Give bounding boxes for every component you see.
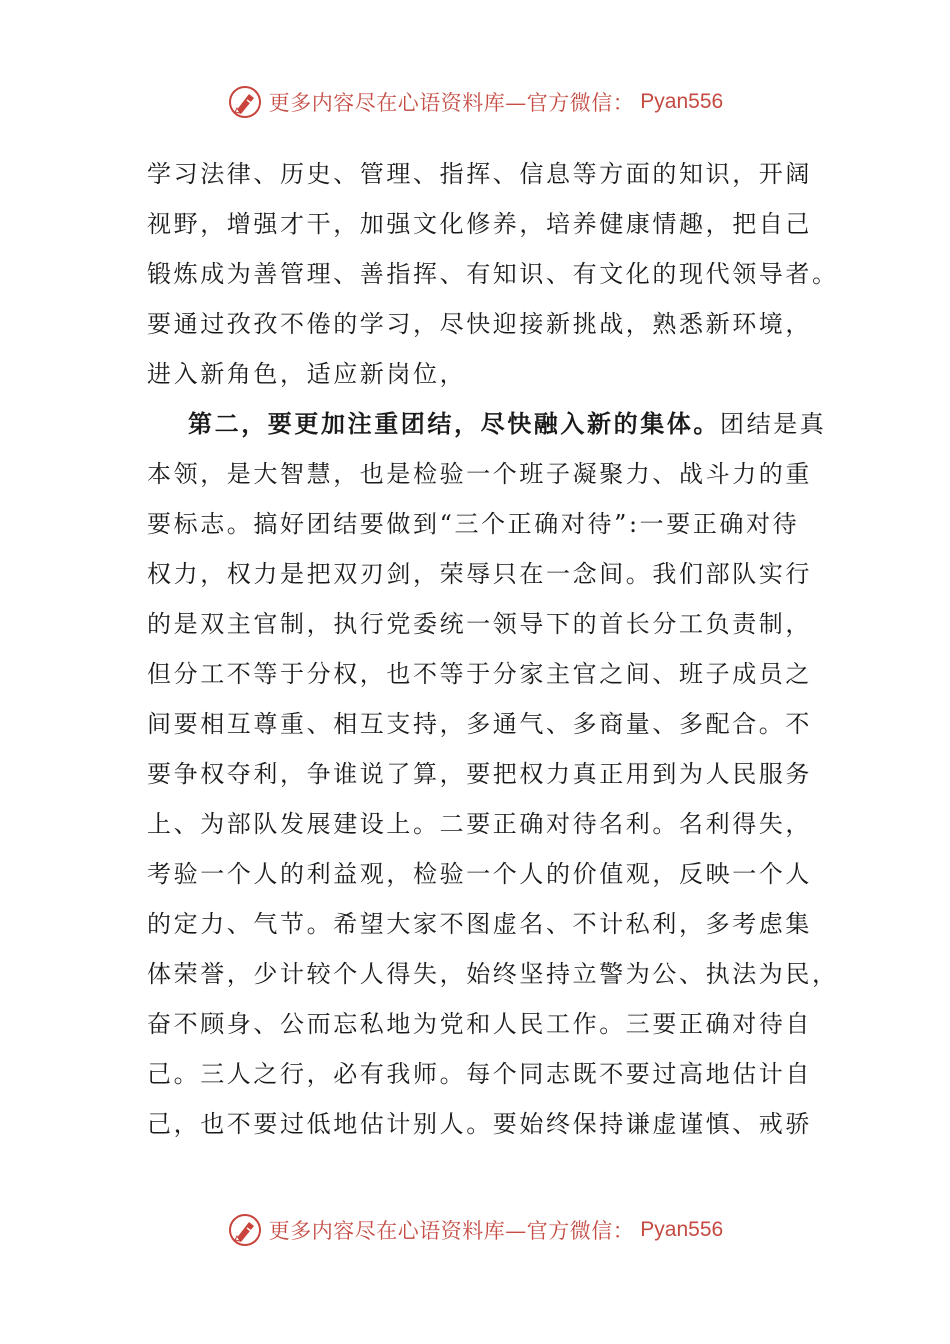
- footer-wechat-id: Pyan556: [640, 1218, 724, 1241]
- pen-nib-logo-icon: [227, 1212, 263, 1248]
- text-line: 己，也不要过低地估计别人。要始终保持谦虚谨慎、戒骄: [147, 1110, 812, 1138]
- text-line: 要标志。搞好团结要做到“三个正确对待”:一要正确对待: [147, 510, 800, 538]
- text-line: 要通过孜孜不倦的学习，尽快迎接新挑战，熟悉新环境，: [147, 310, 812, 338]
- text-line: 本领，是大智慧，也是检验一个班子凝聚力、战斗力的重: [147, 460, 812, 488]
- paragraph-2-first-line-rest: 团结是真: [720, 410, 827, 438]
- text-line: 视野，增强才干，加强文化修养，培养健康情趣，把自己: [147, 210, 812, 238]
- text-line: 但分工不等于分权，也不等于分家主官之间、班子成员之: [147, 660, 812, 688]
- text-line: 己。三人之行，必有我师。每个同志既不要过高地估计自: [147, 1060, 812, 1088]
- text-line: 间要相互尊重、相互支持，多通气、多商量、多配合。不: [147, 710, 812, 738]
- text-line: 考验一个人的利益观，检验一个人的价值观，反映一个人: [147, 860, 812, 888]
- header-wechat-id: Pyan556: [640, 90, 724, 113]
- paragraph-2-heading: 第二，要更加注重团结，尽快融入新的集体。: [188, 409, 720, 438]
- text-line: 要争权夺利，争谁说了算，要把权力真正用到为人民服务: [147, 760, 812, 788]
- footer-banner-text: 更多内容尽在心语资料库—官方微信：: [268, 1219, 635, 1243]
- text-line: 权力，权力是把双刃剑，荣辱只在一念间。我们部队实行: [147, 560, 812, 588]
- text-line: 进入新角色，适应新岗位，: [147, 360, 467, 388]
- text-line: 体荣誉，少计较个人得失，始终坚持立警为公、执法为民，: [147, 960, 839, 988]
- document-body: [147, 149, 839, 1149]
- pen-nib-logo-icon: [227, 84, 263, 120]
- text-line: 的是双主官制，执行党委统一领导下的首长分工负责制，: [147, 610, 812, 638]
- footer-banner: [0, 1208, 950, 1252]
- header-banner-text: 更多内容尽在心语资料库—官方微信：: [268, 91, 635, 115]
- text-line: 学习法律、历史、管理、指挥、信息等方面的知识，开阔: [147, 160, 812, 188]
- header-banner: [0, 80, 950, 124]
- text-line: 锻炼成为善管理、善指挥、有知识、有文化的现代领导者。: [147, 260, 839, 288]
- text-line: 的定力、气节。希望大家不图虚名、不计私利，多考虑集: [147, 910, 812, 938]
- paragraph-2-first-line: [147, 399, 827, 449]
- text-line: 奋不顾身、公而忘私地为党和人民工作。三要正确对待自: [147, 1010, 812, 1038]
- text-line: 上、为部队发展建设上。二要正确对待名利。名利得失，: [147, 810, 812, 838]
